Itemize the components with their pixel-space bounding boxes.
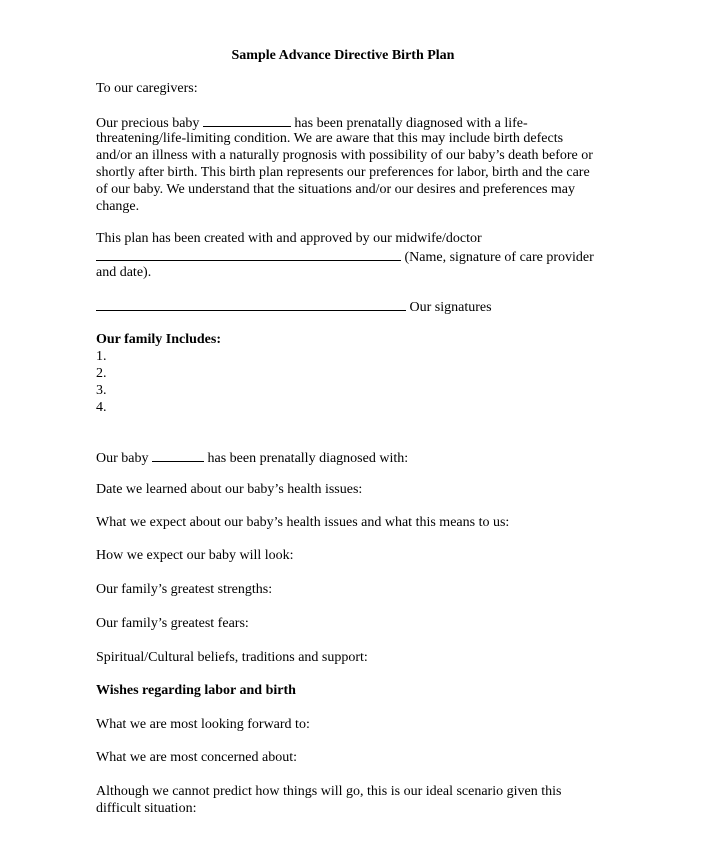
intro-line-2: threatening/life-limiting condition. We are aware that this may include birth defects [96, 131, 564, 146]
diagnosis-prefix: Our baby [96, 451, 149, 466]
diagnosis-baby-blank [152, 448, 204, 462]
family-item-3: 3. [96, 383, 107, 398]
intro-paragraph [96, 113, 621, 215]
diagnosis-suffix: has been prenatally diagnosed with: [207, 451, 409, 466]
family-heading: Our family Includes: [96, 332, 221, 347]
care-provider-signature-blank [96, 247, 401, 261]
approval-paragraph [96, 230, 621, 281]
intro-line-6: change. [96, 199, 140, 214]
prompt-spiritual: Spiritual/Cultural beliefs, traditions and support: [96, 650, 368, 665]
family-item-1: 1. [96, 349, 107, 364]
prompt-looking-forward: What we are most looking forward to: [96, 717, 310, 732]
intro-line-1 [96, 113, 621, 130]
family-item-2: 2. [96, 366, 107, 381]
intro-line-5: of our baby. We understand that the situations and/or our desires and preferences may [96, 182, 576, 197]
prompt-fears: Our family’s greatest fears: [96, 616, 249, 631]
intro-line-4: shortly after birth. This birth plan represents our preferences for labor, birth and the care [96, 165, 590, 180]
family-section [96, 331, 621, 416]
signatures-line [96, 297, 621, 316]
our-signatures-blank [96, 297, 406, 311]
greeting: To our caregivers: [96, 81, 198, 96]
intro-text-start: Our precious baby [96, 116, 200, 131]
approval-line-2 [96, 247, 621, 264]
prompt-date-learned: Date we learned about our baby’s health issues: [96, 482, 363, 497]
ideal-scenario-paragraph [96, 783, 621, 817]
approval-line-1: This plan has been created with and approved by our midwife/doctor [96, 231, 482, 246]
labor-heading: Wishes regarding labor and birth [96, 683, 296, 698]
document-title: Sample Advance Directive Birth Plan [231, 48, 455, 63]
intro-text-end: has been prenatally diagnosed with a life- [294, 116, 528, 131]
family-item-4: 4. [96, 400, 107, 415]
prompt-concerned: What we are most concerned about: [96, 750, 297, 765]
approval-line-2-text: (Name, signature of care provider [404, 250, 594, 265]
prompt-baby-look: How we expect our baby will look: [96, 548, 294, 563]
prompt-strengths: Our family’s greatest strengths: [96, 582, 273, 597]
signatures-label: Our signatures [409, 300, 492, 315]
ideal-line-2: difficult situation: [96, 801, 197, 816]
baby-name-blank [203, 113, 291, 127]
diagnosis-line [96, 448, 621, 467]
intro-line-3: and/or an illness with a naturally prognosis with possibility of our baby’s death before or [96, 148, 593, 163]
prompt-expectations: What we expect about our baby’s health issues and what this means to us: [96, 515, 510, 530]
approval-line-3: and date). [96, 265, 152, 280]
ideal-line-1: Although we cannot predict how things will go, this is our ideal scenario given this [96, 784, 562, 799]
